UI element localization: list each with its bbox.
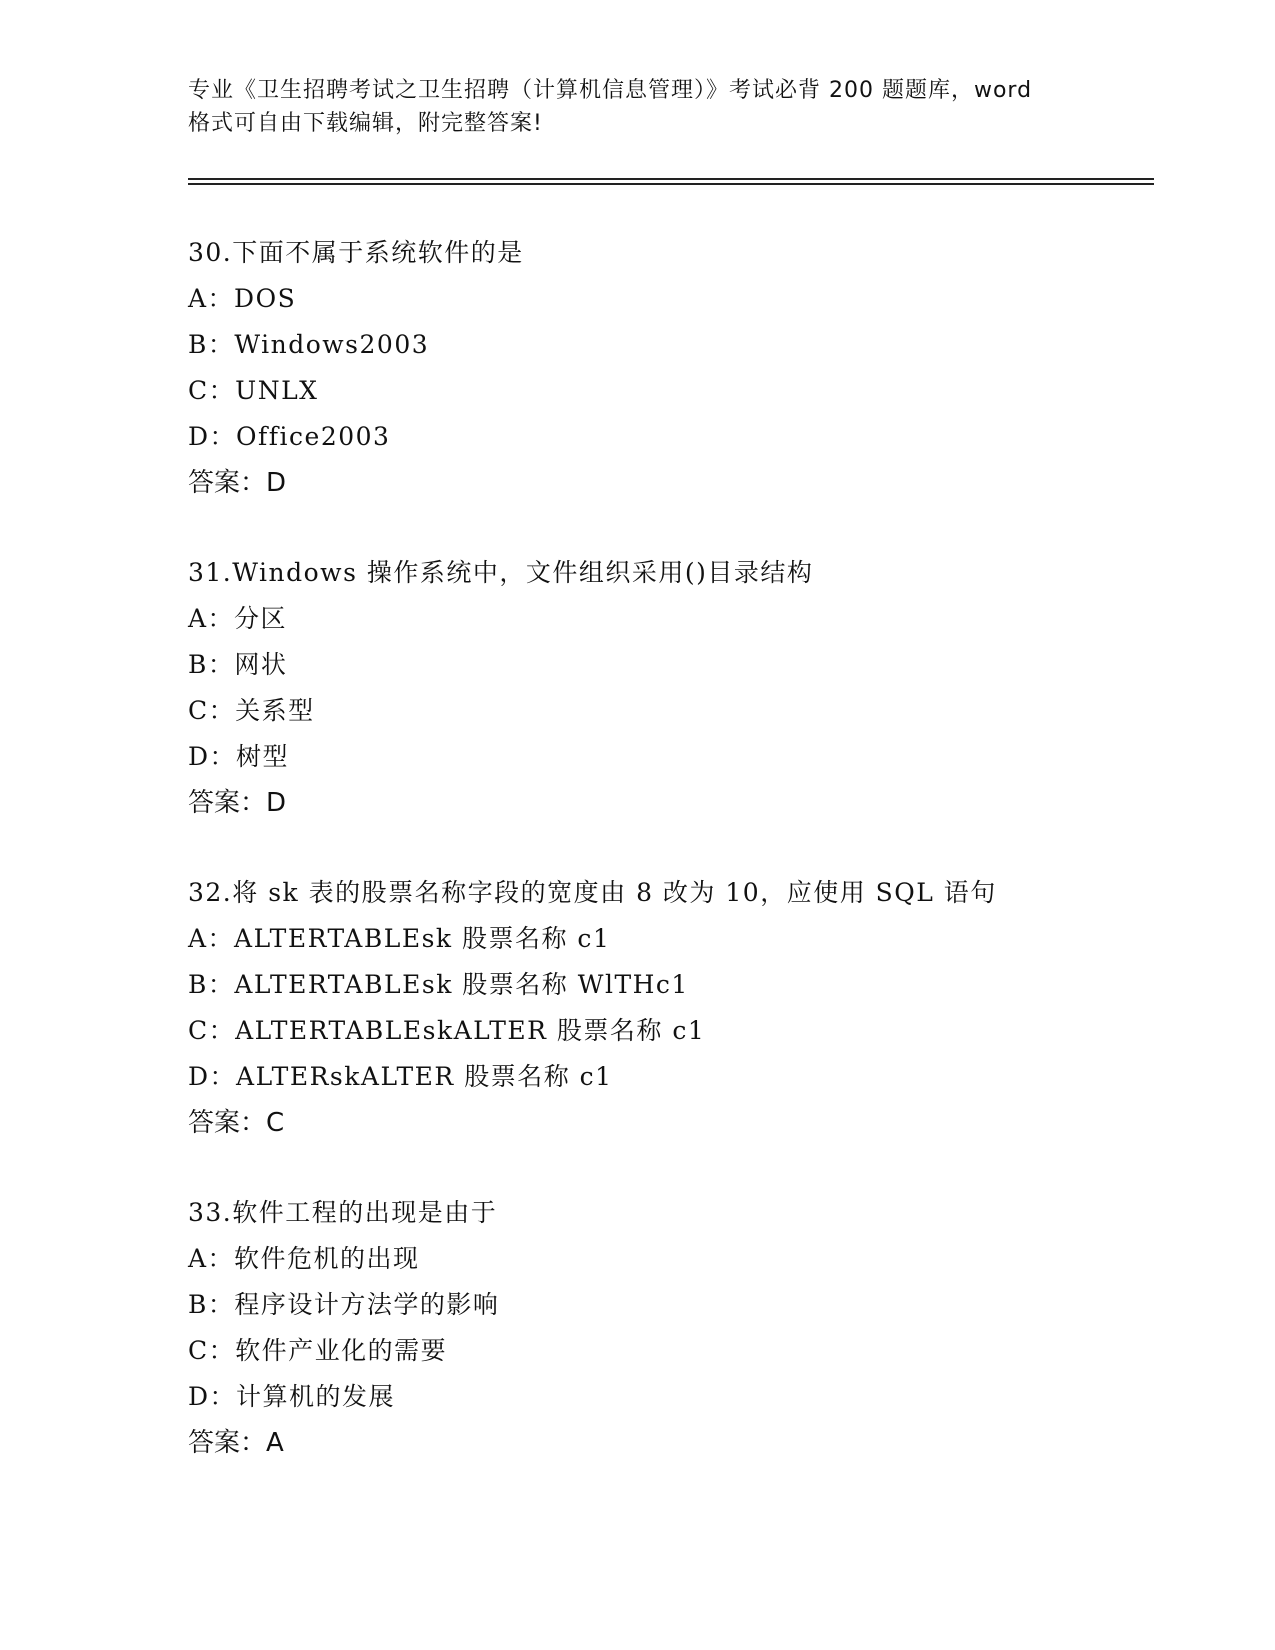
- option-a: A：ALTERTABLEsk 股票名称 c1: [188, 924, 611, 953]
- header-line-1: 专业《卫生招聘考试之卫生招聘（计算机信息管理）》考试必背 200 题题库，word: [188, 78, 1033, 103]
- option-b: B：ALTERTABLEsk 股票名称 WlTHc1: [188, 970, 689, 999]
- option-d: D：树型: [188, 742, 290, 771]
- option-c: C：UNLX: [188, 376, 319, 405]
- option-b: B：Windows2003: [188, 330, 430, 359]
- header-line-2: 格式可自由下载编辑，附完整答案!: [188, 111, 543, 136]
- question-33: [188, 1190, 1138, 1466]
- header-divider-top: [188, 178, 1154, 180]
- option-a: A：DOS: [188, 284, 297, 313]
- question-31: [188, 550, 1138, 826]
- document-header: [188, 74, 1088, 140]
- answer-label: 答案：D: [188, 788, 287, 818]
- option-c: C：软件产业化的需要: [188, 1336, 448, 1365]
- question-title: 30.下面不属于系统软件的是: [188, 238, 524, 267]
- answer-label: 答案：A: [188, 1428, 284, 1458]
- question-title: 33.软件工程的出现是由于: [188, 1198, 498, 1227]
- option-a: A：软件危机的出现: [188, 1244, 420, 1273]
- answer-label: 答案：D: [188, 468, 287, 498]
- option-a: A：分区: [188, 604, 288, 633]
- question-title: 31.Windows 操作系统中，文件组织采用()目录结构: [188, 558, 814, 587]
- option-d: D：Office2003: [188, 422, 391, 451]
- question-30: [188, 230, 1138, 506]
- option-d: D：ALTERskALTER 股票名称 c1: [188, 1062, 613, 1091]
- answer-label: 答案：C: [188, 1108, 285, 1138]
- option-b: B：程序设计方法学的影响: [188, 1290, 500, 1319]
- option-b: B：网状: [188, 650, 288, 679]
- question-32: [188, 870, 1138, 1146]
- header-divider-bottom: [188, 183, 1154, 185]
- option-c: C：ALTERTABLEskALTER 股票名称 c1: [188, 1016, 706, 1045]
- option-d: D：计算机的发展: [188, 1382, 396, 1411]
- option-c: C：关系型: [188, 696, 315, 725]
- question-title: 32.将 sk 表的股票名称字段的宽度由 8 改为 10，应使用 SQL 语句: [188, 878, 997, 907]
